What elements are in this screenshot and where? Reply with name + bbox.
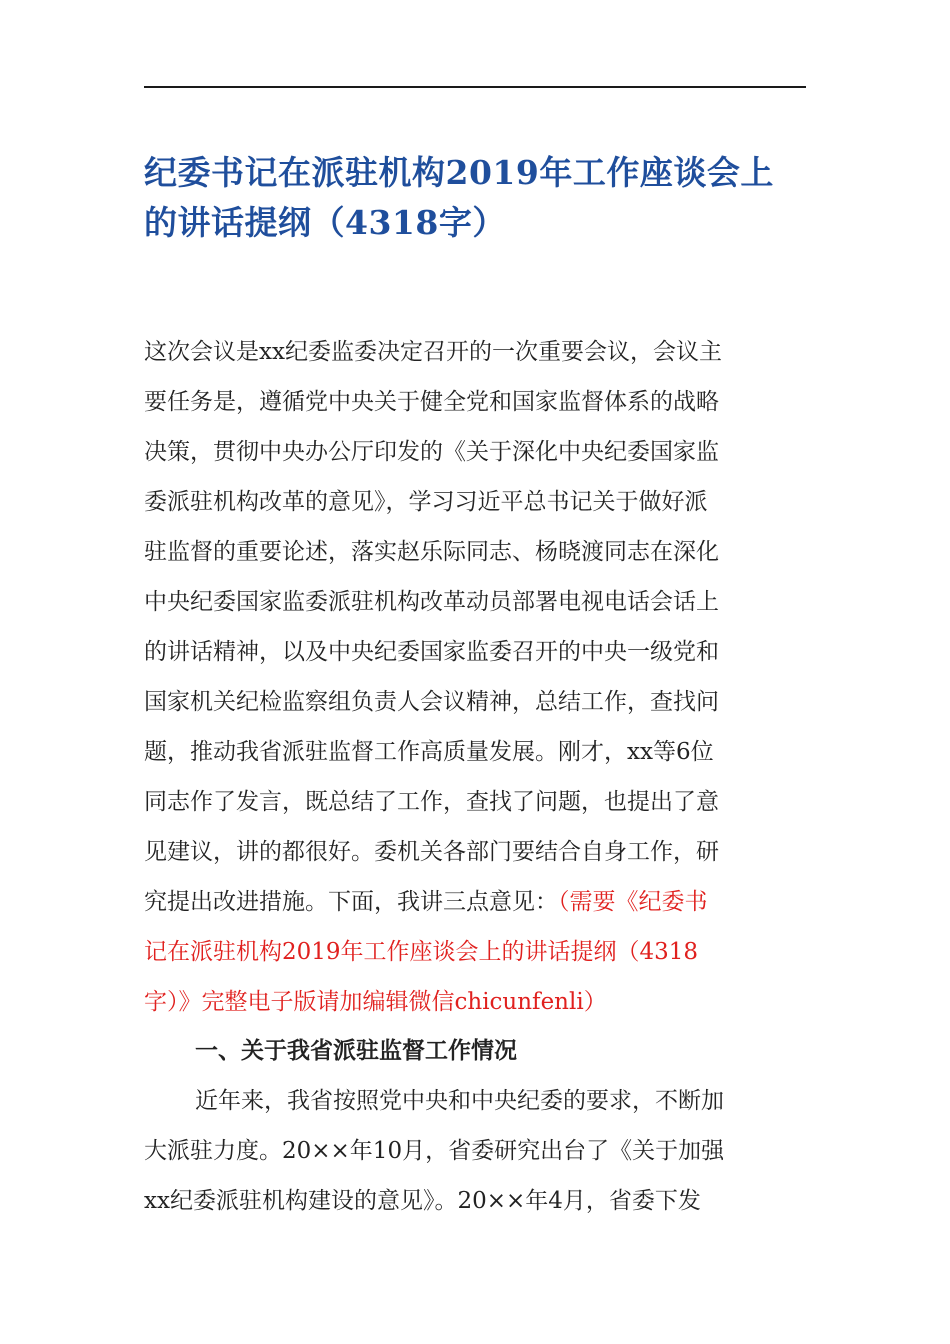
mixed-text-line (144, 877, 814, 927)
promo-note-line: 字）》完整电子版请加编辑微信chicunfenli） (144, 989, 607, 1015)
text-line: xx纪委派驻机构建设的意见》。20××年4月，省委下发 (144, 1188, 701, 1214)
section-heading: 一、关于我省派驻监督工作情况 (195, 1037, 517, 1064)
text-line: 这次会议是xx纪委监委决定召开的一次重要会议，会议主 (144, 339, 722, 365)
title-line: 的讲话提纲（4318字） (144, 203, 506, 242)
section-paragraph (144, 1076, 814, 1226)
text-line: 委派驻机构改革的意见》，学习习近平总书记关于做好派 (144, 489, 708, 515)
intro-paragraph (144, 327, 814, 1027)
promo-note-start: （需要《纪委书 (558, 889, 708, 915)
title-line: 纪委书记在派驻机构2019年工作座谈会上 (144, 153, 774, 192)
text-line: 国家机关纪检监察组负责人会议精神，总结工作，查找问 (144, 689, 719, 715)
text-line: 要任务是，遵循党中央关于健全党和国家监督体系的战略 (144, 389, 719, 415)
text-line: 决策，贯彻中央办公厅印发的《关于深化中央纪委国家监 (144, 439, 719, 465)
top-divider (144, 86, 806, 88)
text-line: 中央纪委国家监委派驻机构改革动员部署电视电话会话上 (144, 589, 719, 615)
text-segment: 究提出改进措施。下面，我讲三点意见： (144, 889, 558, 915)
text-line: 大派驻力度。20××年10月，省委研究出台了《关于加强 (144, 1138, 725, 1164)
text-line: 同志作了发言，既总结了工作，查找了问题，也提出了意 (144, 789, 719, 815)
text-line: 近年来，我省按照党中央和中央纪委的要求，不断加 (195, 1088, 724, 1114)
text-line: 见建议，讲的都很好。委机关各部门要结合自身工作，研 (144, 839, 719, 865)
text-line: 题，推动我省派驻监督工作高质量发展。刚才，xx等6位 (144, 739, 714, 765)
text-line: 的讲话精神，以及中央纪委国家监委召开的中央一级党和 (144, 639, 719, 665)
promo-note-line: 记在派驻机构2019年工作座谈会上的讲话提纲（4318 (144, 939, 699, 965)
text-line: 驻监督的重要论述，落实赵乐际同志、杨晓渡同志在深化 (144, 539, 719, 565)
document-title (144, 148, 814, 248)
